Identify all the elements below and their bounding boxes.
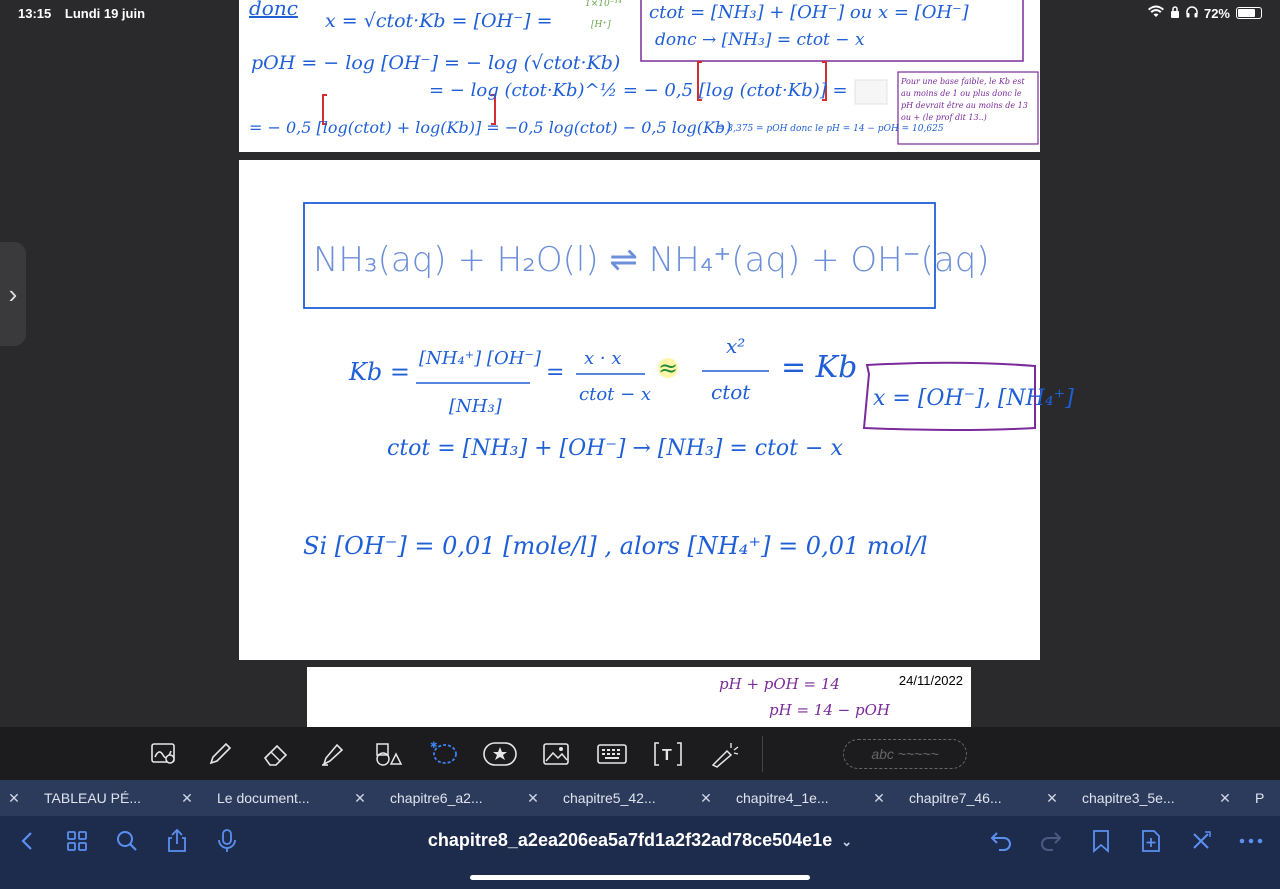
status-date: Lundi 19 juin	[64, 5, 146, 21]
drawing-toolbar	[0, 727, 1280, 780]
close-icon[interactable]: ✕	[354, 789, 366, 806]
prev-l2: pOH = − log [OH⁻] = − log (√ctot·Kb)	[251, 52, 621, 74]
status-bar	[0, 0, 1280, 26]
battery-percent: 72%	[1203, 5, 1230, 21]
home-indicator[interactable]	[470, 875, 810, 880]
document-title[interactable]	[0, 830, 1280, 851]
prev-frac-den: [H⁺]	[591, 20, 611, 30]
comment-sticker	[855, 80, 887, 104]
equals-1: =	[546, 360, 565, 385]
next-page[interactable]	[307, 667, 971, 727]
close-icon[interactable]: ✕	[873, 789, 885, 806]
lasso-icon[interactable]	[426, 736, 462, 772]
tab-label: P	[1255, 790, 1265, 806]
equals-kb: = Kb	[781, 350, 858, 385]
tab-7[interactable]	[1211, 780, 1280, 816]
close-icon[interactable]: ✕	[700, 789, 712, 806]
wifi-icon	[1148, 6, 1164, 21]
document-title-text: chapitre8_a2ea206ea5a7fd1a2f32ad78ce504e1e	[427, 830, 833, 850]
next-l2: pH = 14 − pOH	[769, 701, 890, 719]
tab-0[interactable]	[0, 780, 173, 816]
next-l1: pH + pOH = 14	[719, 675, 840, 693]
approx-sign: ≈	[658, 354, 679, 382]
tab-4[interactable]	[692, 780, 865, 816]
sticker-icon[interactable]	[482, 736, 518, 772]
shapes-icon[interactable]	[370, 736, 406, 772]
status-right	[1148, 6, 1262, 21]
prev-frac-num: 1×10⁻¹⁴	[585, 0, 622, 9]
tab-6[interactable]	[1038, 780, 1211, 816]
tab-label: chapitre4_1e...	[736, 790, 829, 806]
tab-label: Le document...	[217, 790, 310, 806]
headphones-icon	[1186, 6, 1198, 21]
close-icon[interactable]: ✕	[1046, 789, 1058, 806]
close-icon[interactable]: ✕	[527, 789, 539, 806]
close-icon[interactable]: ✕	[181, 789, 193, 806]
tab-5[interactable]	[865, 780, 1038, 816]
tab-label: chapitre5_42...	[563, 790, 656, 806]
close-icon[interactable]: ✕	[1219, 789, 1231, 806]
tab-label: chapitre7_46...	[909, 790, 1002, 806]
status-left	[18, 6, 155, 21]
pen-icon[interactable]	[202, 736, 238, 772]
current-page[interactable]	[239, 160, 1074, 660]
tab-label: chapitre3_5e...	[1082, 790, 1175, 806]
x-equals-box-text: x = [OH⁻], [NH₄⁺]	[873, 386, 1074, 411]
handwriting-input-pill[interactable]: abc ~~~~~	[843, 739, 967, 769]
document-tab-bar	[0, 780, 1280, 816]
ctot-denominator: ctot	[711, 380, 751, 404]
sidebar-toggle-button[interactable]	[0, 242, 26, 346]
prev-box-l2: donc → [NH₃] = ctot − x	[655, 30, 865, 50]
page-date: 24/11/2022	[898, 673, 963, 688]
battery-icon	[1236, 7, 1262, 19]
image-icon[interactable]	[538, 736, 574, 772]
chevron-right-icon: ›	[8, 278, 18, 309]
prev-donc: donc	[249, 0, 298, 20]
kb-numerator: [NH₄⁺] [OH⁻]	[419, 348, 541, 369]
x-times-x: x · x	[584, 348, 622, 369]
laser-pointer-icon[interactable]	[706, 736, 742, 772]
status-time: 13:15	[18, 5, 52, 21]
lock-icon	[1170, 6, 1180, 21]
prev-l4: = − 0,5 [log(ctot) + log(Kb)] = −0,5 log(ctot) − 0,5 log(Kb)	[249, 118, 732, 137]
eraser-icon[interactable]	[258, 736, 294, 772]
si-line: Si [OH⁻] = 0,01 [mole/l] , alors [NH₄⁺] = 0,01 mol/l	[303, 532, 928, 560]
tab-3[interactable]	[519, 780, 692, 816]
close-icon[interactable]: ✕	[8, 789, 20, 806]
tab-label: chapitre6_a2...	[390, 790, 483, 806]
prev-note: Pour une base faible, le Kb est au moins de 1 ou plus donc le pH devrait être au moins de 13 ou + (le prof dit 13..)	[901, 77, 1028, 122]
tab-label: TABLEAU PÉ...	[44, 790, 141, 806]
ctot-minus-x: ctot − x	[579, 384, 652, 405]
x-squared: x²	[726, 334, 746, 358]
toolbar-divider	[762, 736, 763, 772]
prev-l1-formula: x = √ctot·Kb = [OH⁻] =	[325, 10, 553, 32]
ctot-line: ctot = [NH₃] + [OH⁻] → [NH₃] = ctot − x	[387, 436, 843, 461]
svg-text:✱: ✱	[430, 739, 438, 750]
prev-l3: = − log (ctot·Kb)^½ = − 0,5 [log (ctot·Kb)] =	[429, 80, 848, 101]
keyboard-icon[interactable]	[594, 736, 630, 772]
tab-1[interactable]	[173, 780, 346, 816]
kb-label: Kb =	[349, 358, 411, 386]
reaction-equation: NH₃(aq) + H₂O(l) ⇌ NH₄⁺(aq) + OH⁻(aq)	[313, 240, 990, 280]
highlighter-icon[interactable]	[314, 736, 350, 772]
kb-denominator: [NH₃]	[449, 396, 502, 417]
svg-text:T: T	[662, 746, 672, 764]
chevron-down-icon: ⌄	[841, 834, 853, 849]
tab-2[interactable]	[346, 780, 519, 816]
prev-l4-tail: = 3,375 = pOH donc le pH = 14 − pOH = 10,625	[717, 124, 944, 134]
lasso-zoom-icon[interactable]	[146, 736, 182, 772]
prev-box-l1: ctot = [NH₃] + [OH⁻] ou x = [OH⁻]	[649, 2, 969, 23]
text-box-icon[interactable]	[650, 736, 686, 772]
